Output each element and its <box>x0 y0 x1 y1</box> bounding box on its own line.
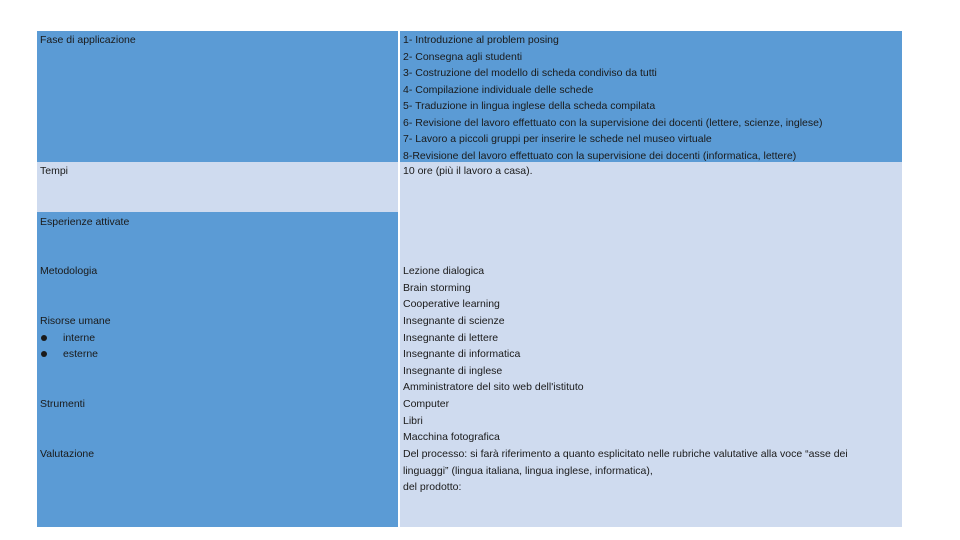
esperienze-label: Esperienze attivate <box>40 216 130 228</box>
metodologia-item: Brain storming <box>403 281 471 294</box>
label-esperienze <box>37 212 398 262</box>
risorse-label: Risorse umane <box>40 315 111 327</box>
metodologia-label: Metodologia <box>40 265 98 277</box>
label-valutazione <box>37 445 398 527</box>
fase-label: Fase di applicazione <box>40 34 136 46</box>
fase-step: 6- Revisione del lavoro effettuato con la supervisione dei docenti (lettere, scienze, inglese) <box>403 116 823 129</box>
strumenti-item: Macchina fotografica <box>403 431 500 443</box>
fase-step: 1- Introduzione al problem posing <box>403 34 559 46</box>
risorse-item: Insegnante di lettere <box>403 331 499 344</box>
info-table <box>37 31 902 527</box>
risorse-bullet <box>40 330 395 347</box>
value-esperienze <box>400 212 902 262</box>
fase-step: 5- Traduzione in lingua inglese della scheda compilata <box>403 100 656 112</box>
label-fase <box>37 31 398 162</box>
label-tempi <box>37 162 398 212</box>
label-risorse <box>37 312 398 395</box>
fase-step: 4- Compilazione individuale delle schede <box>403 83 594 96</box>
risorse-item: Amministratore del sito web dell'istituto <box>403 381 584 393</box>
valutazione-line: Del processo: si farà riferimento a quanto esplicitato nelle rubriche valutative alla voce “asse dei <box>403 448 848 460</box>
metodologia-item: Cooperative learning <box>403 298 500 310</box>
risorse-bullet-text: esterne <box>63 348 99 360</box>
risorse-item: Insegnante di scienze <box>403 315 505 327</box>
strumenti-item: Libri <box>403 414 423 427</box>
tempi-value: 10 ore (più il lavoro a casa). <box>403 165 533 177</box>
fase-step: 8-Revisione del lavoro effettuato con la supervisione dei docenti (informatica, lettere) <box>403 149 797 162</box>
risorse-item: Insegnante di informatica <box>403 348 521 360</box>
value-valutazione <box>400 445 902 527</box>
risorse-bullet-text: interne <box>63 331 96 344</box>
value-risorse <box>400 312 902 395</box>
label-strumenti <box>37 395 398 445</box>
risorse-bullet <box>40 346 395 363</box>
bullet-icon <box>41 351 47 357</box>
value-tempi <box>400 162 902 212</box>
valutazione-line: del prodotto: <box>403 481 462 493</box>
bullet-icon <box>41 335 47 341</box>
fase-step: 7- Lavoro a piccoli gruppi per inserire le schede nel museo virtuale <box>403 133 712 145</box>
valutazione-label: Valutazione <box>40 448 95 460</box>
tempi-label: Tempi <box>40 165 69 177</box>
strumenti-item: Computer <box>403 398 450 410</box>
value-metodologia <box>400 262 902 312</box>
strumenti-label: Strumenti <box>40 398 85 410</box>
valutazione-line: linguaggi” (lingua italiana, lingua inglese, informatica), <box>403 464 653 477</box>
metodologia-item: Lezione dialogica <box>403 265 485 277</box>
risorse-item: Insegnante di inglese <box>403 364 503 377</box>
fase-step: 2- Consegna agli studenti <box>403 50 523 63</box>
fase-step: 3- Costruzione del modello di scheda condiviso da tutti <box>403 67 657 79</box>
value-fase <box>400 31 902 162</box>
label-metodologia <box>37 262 398 312</box>
value-strumenti <box>400 395 902 445</box>
